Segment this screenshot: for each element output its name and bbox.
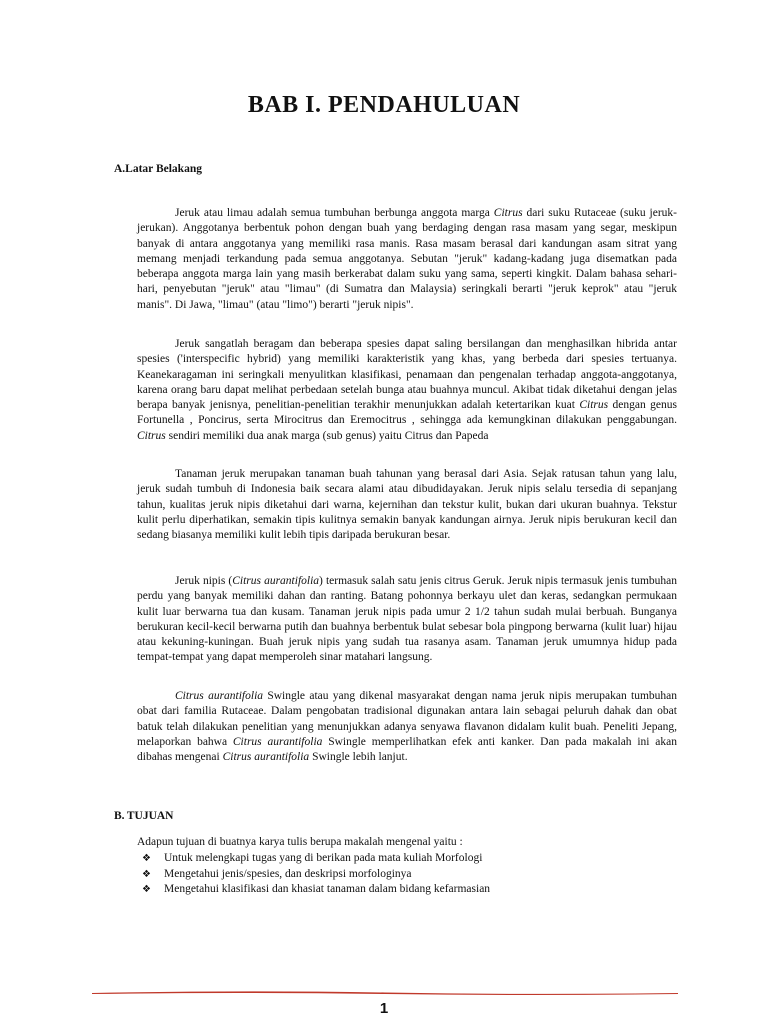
page-number: 1: [379, 1000, 389, 1017]
diamond-bullet-icon: ❖: [142, 884, 151, 895]
list-item: [142, 867, 490, 883]
diamond-bullet-icon: ❖: [142, 853, 151, 864]
chapter-title: BAB I. PENDAHULUAN: [247, 92, 521, 118]
list-item-text: Untuk melengkapi tugas yang di berikan pada mata kuliah Morfologi: [164, 852, 483, 864]
tujuan-intro: Adapun tujuan di buatnya karya tulis berupa makalah mengenal yaitu :: [137, 836, 463, 848]
italic-term: Citrus: [493, 207, 523, 219]
paragraph-text: Swingle memperlihatkan efek anti kanker. Dan pada makalah ini akan dibahas mengenai: [137, 735, 677, 764]
paragraph-text: ) termasuk salah satu jenis citrus Geruk. Jeruk nipis termasuk jenis tumbuhan perdu yang banyak memiliki dahan dan ranting. Batang pohonnya berkayu ulet dan keras, sedangkan permukaan kulit luar berwarna tua dan kusam. Tanaman jeruk nipis pada umur 2 1/2 tahun sudah mulai berbuah. Bunganya berukuran kecil-kecil berwarna putih dan buahnya berbentuk bulat sebesar bola pingpong berwarna (kulit luar) hijau atau kekuning-kuningan. Buah jeruk nipis yang sudah tua rasanya asam. Tanaman jeruk umumnya hidup pada tempat-tempat yang dapat memperoleh sinar matahari langsung.: [137, 575, 677, 664]
paragraph-5: [137, 689, 677, 765]
list-item: [142, 851, 490, 867]
paragraph-text: sendiri memiliki dua anak marga (sub genus) yaitu Citrus dan Papeda: [165, 429, 489, 442]
paragraph-text: Jeruk sangatlah beragam dan beberapa spesies dapat saling bersilangan dan menghasilkan hibrida antar spesies ('interspecific hybrid) yang memiliki karakteristik yang khas, yang berbeda dari spesies tertuanya. Keanekaragaman ini seringkali menyulitkan klasifikasi, penamaan dan pengenalan terhadap anggota-anggotanya, karena orang baru dapat melihat perbedaan setelah bunga atau buahnya muncul. Akibat tidak diketahui dengan jelas berapa banyak jenisnya, penelitian-penelitian terakhir menunjukkan adalah ketertarikan kuat: [137, 338, 677, 412]
section-heading-latar-belakang: A.Latar Belakang: [114, 163, 202, 175]
paragraph-text: Swingle atau yang dikenal masyarakat dengan nama jeruk nipis merupakan tumbuhan obat dari familia Rutaceae. Dalam pengobatan tradisional digunakan antara lain sebagai peluruh dahak dan obat batuk telah dilakukan penelitian yang menunjukkan adanya senyawa flavanon didalam kulit buah. Peneliti Jepang, melaporkan bahwa: [137, 690, 677, 748]
list-item: [142, 882, 490, 898]
paragraph-text: Swingle lebih lanjut.: [309, 751, 408, 764]
list-item-text: Mengetahui klasifikasi dan khasiat tanaman dalam bidang kefarmasian: [164, 883, 491, 895]
section-heading-tujuan: B. TUJUAN: [114, 810, 174, 822]
diamond-bullet-icon: ❖: [142, 868, 151, 880]
paragraph-4: [137, 574, 677, 666]
footer-divider: [92, 990, 678, 996]
tujuan-list: [142, 851, 490, 898]
italic-term: Citrus aurantifolia: [232, 575, 320, 587]
italic-term: Citrus aurantifolia: [175, 690, 264, 702]
list-item-text: Mengetahui jenis/spesies, dan deskripsi morfologinya: [164, 867, 412, 880]
paragraph-text: dengan genus Fortunella , Poncirus, serta Mirocitrus dan Eremocitrus , sehingga ada kemungkinan dilakukan penggabungan.: [137, 399, 678, 427]
italic-term: Citrus aurantifolia: [222, 751, 310, 764]
italic-term: Citrus: [579, 399, 609, 412]
paragraph-text: Jeruk nipis (: [175, 575, 233, 587]
paragraph-1: [137, 206, 677, 313]
paragraph-text: Jeruk atau limau adalah semua tumbuhan berbunga anggota marga: [175, 207, 494, 219]
paragraph-text: dari suku Rutaceae (suku jeruk-jerukan). Anggotanya berbentuk pohon dengan buah yang berdaging dengan rasa masam yang segar, meskipun banyak di antara anggotanya yang memiliki rasa manis. Rasa masam berasal dari kandungan asam sitrat yang memang menjadi terkandung pada semua anggotanya. Sebutan "jeruk" kadang-kadang juga disematkan pada beberapa anggota marga lain yang masih berkerabat dalam suku yang sama, seperti kingkit. Dalam bahasa sehari-hari, penyebutan "jeruk" atau "limau" (di Sumatra dan Malaysia) seringkali berarti "jeruk keprok" atau "jeruk manis". Di Jawa, "limau" (atau "limo") berarti "jeruk nipis".: [137, 207, 677, 311]
italic-term: Citrus: [137, 429, 166, 442]
italic-term: Citrus aurantifolia: [232, 735, 323, 748]
paragraph-text: Tanaman jeruk merupakan tanaman buah tahunan yang berasal dari Asia. Sejak ratusan tahun yang lalu, jeruk sudah tumbuh di Indonesia baik secara alami atau dibudidayakan. Jeruk nipis selalu tersedia di sepanjang tahun, kualitas jeruk nipis diketahui dari warna, kejernihan dan tekstur kulit, bukan dari ukuran buahnya. Tekstur kulit perlu diperhatikan, semakin tipis kulitnya semakin banyak kandungan airnya. Jeruk nipis berukuran kecil dan sedang biasanya memiliki kulit lebih tipis daripada berukuran besar.: [137, 468, 677, 542]
paragraph-3: [137, 467, 677, 543]
paragraph-2: [137, 337, 677, 444]
